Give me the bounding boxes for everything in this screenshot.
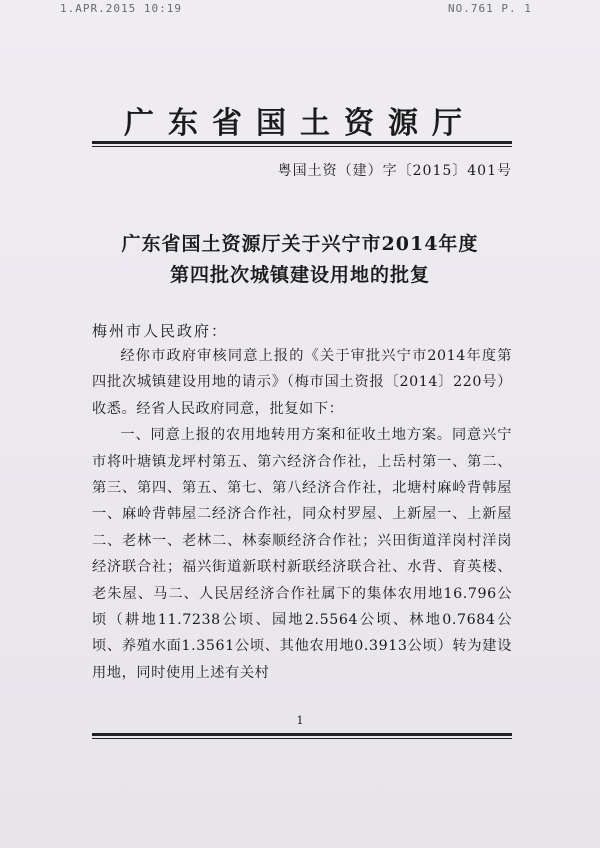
- body-paragraph-1: 经你市政府审核同意上报的《关于审批兴宁市2014年度第四批次城镇建设用地的请示》（梅市国土资报〔2014〕220号）收悉。经省人民政府同意，批复如下：: [92, 348, 512, 417]
- document-title-line-1: 广东省国土资源厅关于兴宁市2014年度: [121, 233, 479, 255]
- addressee: 梅州市人民政府：: [92, 322, 229, 340]
- document-body: [92, 343, 512, 686]
- header-rule: [92, 141, 512, 147]
- issuing-organization-title: 广东省国土资源厅: [124, 106, 476, 141]
- document-title-line-2: 第四批次城镇建设用地的批复: [169, 264, 430, 286]
- document-number: 粤国土资（建）字〔2015〕401号: [277, 163, 512, 179]
- body-paragraph-2: 一、同意上报的农用地转用方案和征收土地方案。同意兴宁市将叶塘镇龙坪村第五、第六经济合作社，上岳村第一、第二、第三、第四、第五、第七、第八经济合作社，北塘村麻岭背韩屋一、麻岭背韩屋二经济合作社，同众村罗屋、上新屋一、上新屋二、老林一、老林二、林泰顺经济合作社；兴田街道洋岗村洋岗经济联合社；福兴街道新联村新联经济联合社、水背、育英楼、老朱屋、马二、人民居经济合作社属下的集体农用地16.796公顷（耕地11.7238公顷、园地2.5564公顷、林地0.7684公顷、养殖水面1.3561公顷、其他农用地0.3913公顷）转为建设用地，同时使用上述有关村: [92, 427, 512, 681]
- fax-header-datetime: 1.APR.2015 10:19: [60, 2, 182, 15]
- footer-rule: [92, 733, 512, 739]
- page-number: 1: [296, 714, 304, 727]
- fax-header-page-info: NO.761 P. 1: [448, 2, 532, 15]
